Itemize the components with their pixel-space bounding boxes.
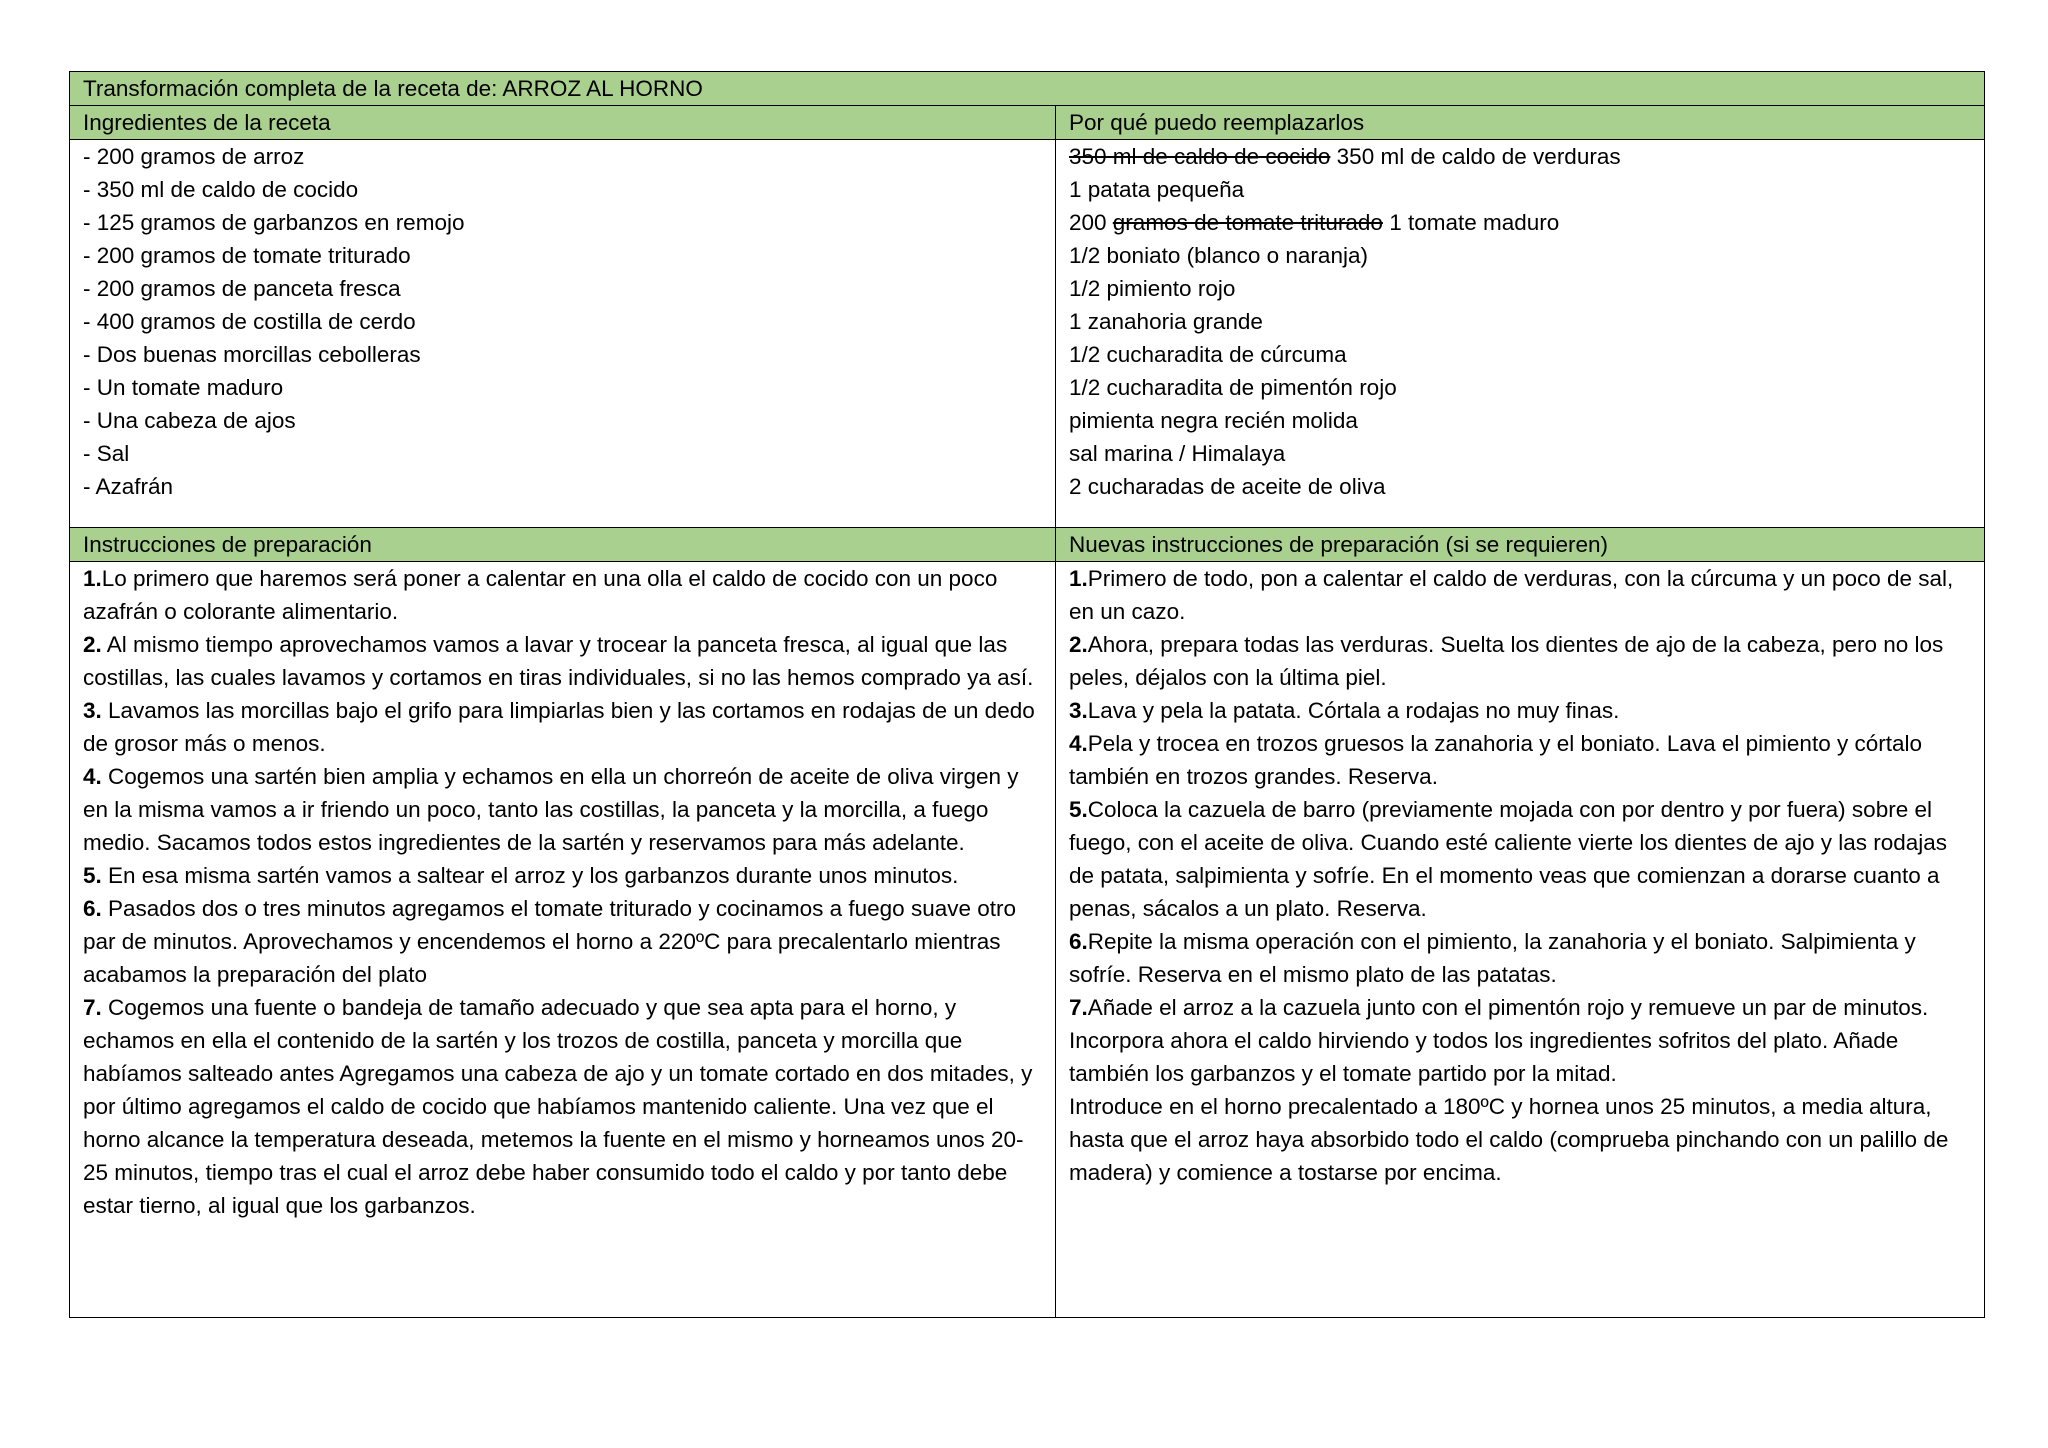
ingredient-item: - 200 gramos de arroz xyxy=(83,144,305,169)
step-number: 6. xyxy=(83,896,102,921)
replacement-item: 1/2 cucharadita de pimentón rojo xyxy=(1069,375,1397,400)
step-number: 4. xyxy=(1069,731,1088,756)
new-instruction-step xyxy=(1069,694,1971,727)
step-text: Pasados dos o tres minutos agregamos el tomate triturado y cocinamos a fuego suave otro par de minutos. Aprovechamos y encendemos el horno a 220ºC para precalentarlo mientras acabamos la preparación del plato xyxy=(83,896,1017,987)
ingredient-item: - 200 gramos de panceta fresca xyxy=(83,276,401,301)
recipe-table xyxy=(69,71,1985,1318)
ingredient-item: - Azafrán xyxy=(83,474,174,499)
header-row-1 xyxy=(70,106,1985,140)
ingredient-item: - Dos buenas morcillas cebolleras xyxy=(83,342,421,367)
step-text: Lo primero que haremos será poner a calentar en una olla el caldo de cocido con un poco azafrán o colorante alimentario. xyxy=(83,566,998,624)
step-number: 5. xyxy=(83,863,102,888)
step-text: Primero de todo, pon a calentar el caldo de verduras, con la cúrcuma y un poco de sal, en un cazo. xyxy=(1069,566,1954,624)
step-number: 2. xyxy=(83,632,102,657)
struck-text: gramos de tomate triturado xyxy=(1112,210,1383,235)
ingredients-header: Ingredientes de la receta xyxy=(70,106,1056,140)
recipe-title: Transformación completa de la receta de: ARROZ AL HORNO xyxy=(70,72,1985,106)
ingredient-item: - Sal xyxy=(83,441,130,466)
step-text: Al mismo tiempo aprovechamos vamos a lavar y trocear la panceta fresca, al igual que las costillas, las cuales lavamos y cortamos en tiras individuales, si no las hemos comprado ya así. xyxy=(83,632,1034,690)
step-number: 2. xyxy=(1069,632,1088,657)
step-text: En esa misma sartén vamos a saltear el arroz y los garbanzos durante unos minutos. xyxy=(101,863,959,888)
instruction-step xyxy=(83,760,1042,859)
new-instruction-step xyxy=(1069,991,1971,1090)
ingredient-item: - Una cabeza de ajos xyxy=(83,408,296,433)
step-number: 3. xyxy=(83,698,102,723)
replacement-item xyxy=(1069,206,1971,239)
new-instruction-step xyxy=(1069,628,1971,694)
step-number: 5. xyxy=(1069,797,1088,822)
replacement-item: 1 patata pequeña xyxy=(1069,177,1245,202)
title-row xyxy=(70,72,1985,106)
step-text: Cogemos una sartén bien amplia y echamos en ella un chorreón de aceite de oliva virgen y en la misma vamos a ir friendo un poco, tanto las costillas, la panceta y la morcilla, a fuego medio. Sacamos todos estos ingredientes de la sartén y reservamos para más adelante. xyxy=(83,764,1019,855)
ingredients-row xyxy=(70,140,1985,528)
instruction-step xyxy=(83,991,1042,1222)
step-number: 7. xyxy=(83,995,102,1020)
ingredient-item: - 400 gramos de costilla de cerdo xyxy=(83,309,416,334)
instructions-cell xyxy=(70,562,1056,1318)
replacement-text: 200 xyxy=(1069,210,1113,235)
instruction-step xyxy=(83,628,1042,694)
instruction-step xyxy=(83,562,1042,628)
step-text: Repite la misma operación con el pimiento, la zanahoria y el boniato. Salpimienta y sofríe. Reserva en el mismo plato de las patatas. xyxy=(1069,929,1916,987)
step-number: 6. xyxy=(1069,929,1088,954)
replacement-item: 1/2 cucharadita de cúrcuma xyxy=(1069,342,1347,367)
step-text: Coloca la cazuela de barro (previamente mojada con por dentro y por fuera) sobre el fuego, con el aceite de oliva. Cuando esté caliente vierte los dientes de ajo y las rodajas de patata, salpimienta y sofríe. En el momento veas que comienzan a dorarse cuanto a penas, sácalos a un plato. Reserva. xyxy=(1069,797,1948,921)
replacement-item: 1 zanahoria grande xyxy=(1069,309,1263,334)
ingredient-item: - 125 gramos de garbanzos en remojo xyxy=(83,210,465,235)
replacement-item: sal marina / Himalaya xyxy=(1069,441,1286,466)
replacement-item: pimienta negra recién molida xyxy=(1069,408,1358,433)
instruction-step xyxy=(83,859,1042,892)
replacement-item: 1/2 boniato (blanco o naranja) xyxy=(1069,243,1368,268)
replace-header: Por qué puedo reemplazarlos xyxy=(1056,106,1985,140)
step-number: 3. xyxy=(1069,698,1088,723)
replacement-item xyxy=(1069,140,1971,173)
replacement-item: 1/2 pimiento rojo xyxy=(1069,276,1236,301)
step-text: Añade el arroz a la cazuela junto con el pimentón rojo y remueve un par de minutos. Incorpora ahora el caldo hirviendo y todos los ingredientes sofritos del plato. Añade también los garbanzos y el tomate partido por la mitad. xyxy=(1069,995,1929,1086)
replacement-item: 2 cucharadas de aceite de oliva xyxy=(1069,474,1386,499)
ingredients-cell xyxy=(70,140,1056,528)
struck-text: 350 ml de caldo de cocido xyxy=(1069,144,1331,169)
new-instructions-cell xyxy=(1056,562,1985,1318)
step-text: Lavamos las morcillas bajo el grifo para limpiarlas bien y las cortamos en rodajas de un dedo de grosor más o menos. xyxy=(83,698,1035,756)
step-number: 1. xyxy=(1069,566,1088,591)
new-instruction-step xyxy=(1069,727,1971,793)
ingredient-item: - Un tomate maduro xyxy=(83,375,284,400)
header-row-2 xyxy=(70,528,1985,562)
replacement-text: 1 tomate maduro xyxy=(1382,210,1560,235)
instructions-row xyxy=(70,562,1985,1318)
replacement-text: 350 ml de caldo de verduras xyxy=(1330,144,1621,169)
ingredient-item: - 200 gramos de tomate triturado xyxy=(83,243,411,268)
step-text: Cogemos una fuente o bandeja de tamaño adecuado y que sea apta para el horno, y echamos en ella el contenido de la sartén y los trozos de costilla, panceta y morcilla que habíamos salteado antes Agregamos una cabeza de ajo y un tomate cortado en dos mitades, y por último agregamos el caldo de cocido que habíamos mantenido caliente. Una vez que el horno alcance la temperatura deseada, metemos la fuente en el mismo y horneamos unos 20-25 minutos, tiempo tras el cual el arroz debe haber consumido todo el caldo y por tanto debe estar tierno, al igual que los garbanzos. xyxy=(83,995,1033,1218)
step-text: Ahora, prepara todas las verduras. Suelta los dientes de ajo de la cabeza, pero no los peles, déjalos con la última piel. xyxy=(1069,632,1944,690)
new-instruction-step xyxy=(1069,925,1971,991)
step-number: 4. xyxy=(83,764,102,789)
replacements-cell xyxy=(1056,140,1985,528)
recipe-sheet xyxy=(69,71,1984,1318)
instructions-header: Instrucciones de preparación xyxy=(70,528,1056,562)
ingredient-item: - 350 ml de caldo de cocido xyxy=(83,177,359,202)
instruction-step xyxy=(83,892,1042,991)
step-text: Lava y pela la patata. Córtala a rodajas no muy finas. xyxy=(1087,698,1620,723)
new-instruction-final: Introduce en el horno precalentado a 180ºC y hornea unos 25 minutos, a media altura, hasta que el arroz haya absorbido todo el caldo (comprueba pinchando con un palillo de madera) y comience a tostarse por encima. xyxy=(1069,1094,1949,1185)
new-instruction-step xyxy=(1069,793,1971,925)
step-number: 7. xyxy=(1069,995,1088,1020)
instruction-step xyxy=(83,694,1042,760)
step-number: 1. xyxy=(83,566,102,591)
new-instruction-step xyxy=(1069,562,1971,628)
new-instructions-header: Nuevas instrucciones de preparación (si se requieren) xyxy=(1056,528,1985,562)
step-text: Pela y trocea en trozos gruesos la zanahoria y el boniato. Lava el pimiento y córtalo también en trozos grandes. Reserva. xyxy=(1069,731,1922,789)
